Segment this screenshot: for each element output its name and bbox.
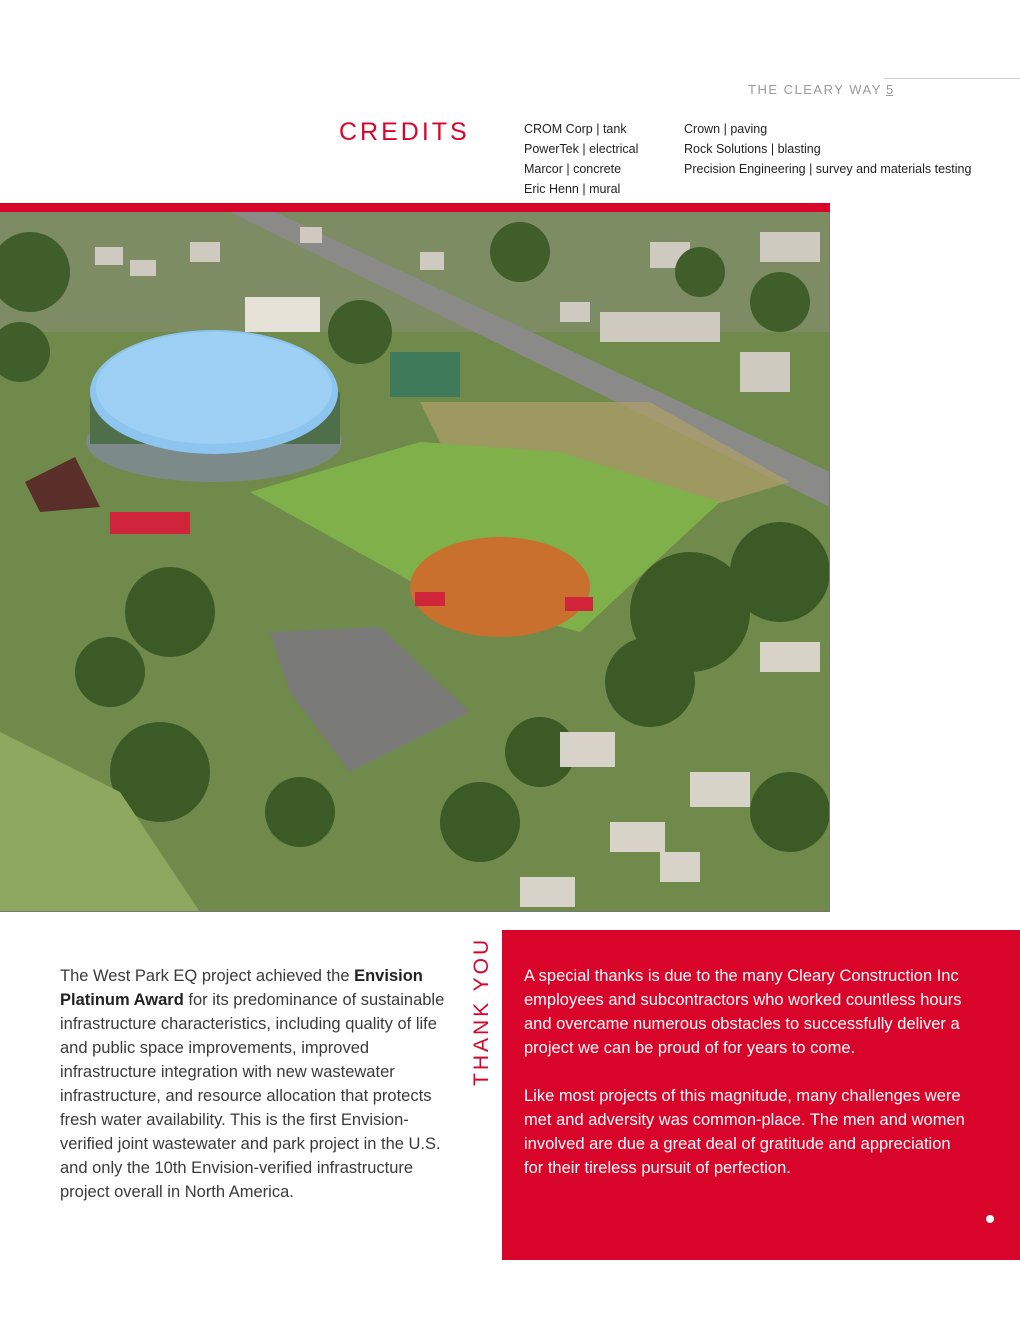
credits-title: CREDITS — [339, 118, 470, 146]
header-rule — [884, 78, 1020, 79]
award-name: Envision Platinum Award — [60, 967, 423, 1009]
credit-item: Eric Henn | mural — [524, 182, 621, 196]
credits-column-b — [684, 119, 971, 179]
running-head: THE CLEARY WAY — [748, 82, 882, 97]
body-paragraph — [60, 964, 450, 1204]
thank-you-text — [524, 964, 974, 1204]
bullet-dot-icon — [986, 1215, 994, 1223]
accent-bar — [0, 203, 830, 212]
thank-you-heading: THANK YOU — [470, 936, 493, 1086]
credit-item: PowerTek | electrical — [524, 142, 639, 156]
credit-item: Crown | paving — [684, 122, 768, 136]
credit-item: Precision Engineering | survey and materials testing — [684, 162, 972, 176]
page-number: 5 — [886, 82, 894, 97]
body-rest: for its predominance of sustainable infrastructure characteristics, including quality of life and public space improvements, improved infrastructure integration with new wastewater infrastructure, and resource allocation that protects fresh water availability. This is the first Envision-verified joint wastewater and park project in the U.S. and only the 10th Envision-verified infrastructure project overall in North America. — [60, 991, 445, 1201]
body-intro: The West Park EQ project achieved the — [60, 967, 355, 985]
thank-you-paragraph-1: A special thanks is due to the many Cleary Construction Inc employees and subcontractors who worked countless hours and overcame numerous obstacles to successfully deliver a project we can be proud of for years to come. — [524, 967, 962, 1057]
credit-item: Rock Solutions | blasting — [684, 142, 821, 156]
credit-item: CROM Corp | tank — [524, 122, 627, 136]
credits-column-a — [524, 119, 638, 199]
credit-item: Marcor | concrete — [524, 162, 622, 176]
thank-you-paragraph-2: Like most projects of this magnitude, many challenges were met and adversity was common-place. The men and women involved are due a great deal of gratitude and appreciation for their tireless pursuit of perfection. — [524, 1087, 965, 1177]
aerial-photo — [0, 212, 830, 912]
